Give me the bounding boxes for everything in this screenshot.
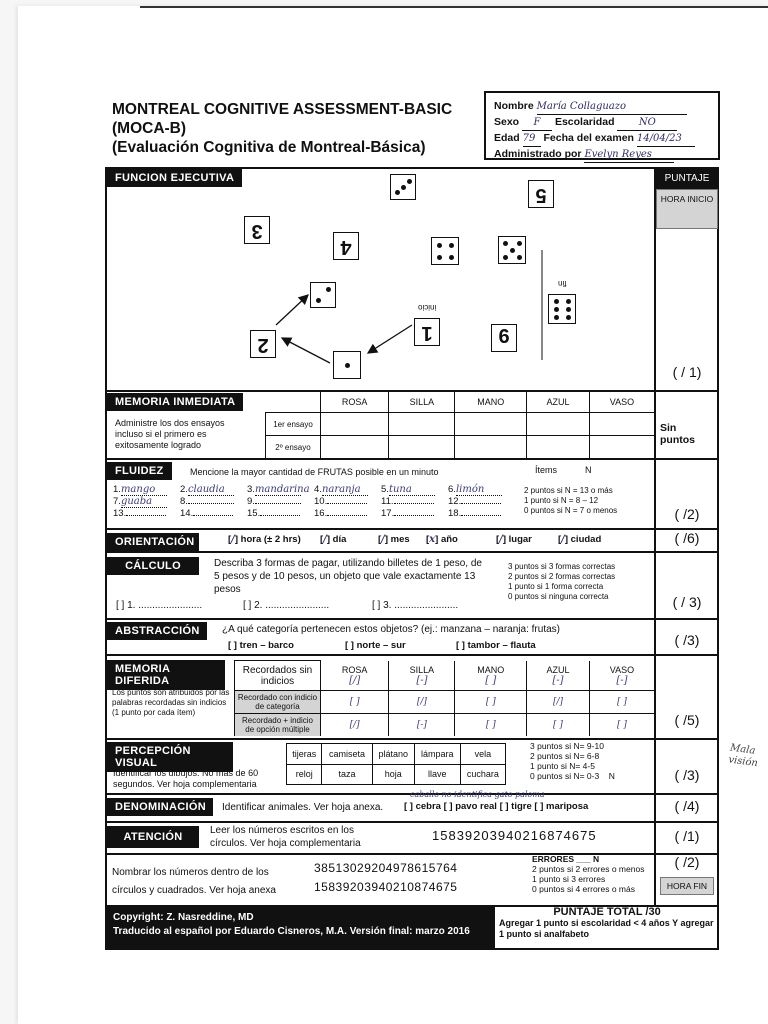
visual-perception-grid [286, 743, 506, 785]
orientation-item: [/] día [320, 534, 347, 545]
die-four [431, 237, 459, 265]
calculation-scoring-1: 3 puntos si 3 formas correctas [508, 562, 616, 571]
fluency-slot [314, 484, 368, 496]
delayed-mark: [/] [349, 674, 361, 686]
delayed-mark: [/] [389, 691, 455, 714]
schooling-value: NO [617, 116, 677, 131]
fluency-slot [113, 484, 167, 496]
fluency-slot-number: 3. [247, 484, 255, 495]
attention2-sequence-2: 15839203940210874675 [314, 880, 458, 894]
orientation-item-label: hora (± 2 hrs) [240, 534, 301, 545]
trial-2-label: 2º ensayo [266, 436, 321, 458]
orientation-item-label: lugar [508, 534, 532, 545]
fluency-answer: mandarina [254, 484, 310, 495]
fluency-items-label: Ítems [535, 465, 558, 475]
orientation-item-label: ciudad [570, 534, 602, 545]
number-box-2: 2 [250, 330, 276, 358]
abstraction-pair-3: [ ] tambor – flauta [456, 640, 536, 651]
die-six [548, 294, 576, 324]
abstraction-pair-1: [ ] tren – barco [228, 640, 294, 651]
naming-handwritten-answers: caballo no identifica gato paloma [410, 790, 545, 799]
picture-platano: plátano [372, 744, 414, 765]
fluency-answer [394, 515, 434, 516]
fluency-answer [327, 503, 367, 504]
immediate-memory-score: Sin puntos [660, 422, 695, 446]
delayed-mark: [/] [527, 691, 590, 714]
fluency-slot-number: 18. [448, 508, 462, 519]
calculation-scoring-4: 0 puntos si ninguna correcta [508, 592, 609, 601]
animal-cebra: [ ] cebra [404, 801, 441, 812]
total-score-label: PUNTAJE TOTAL /30 [553, 906, 661, 918]
orientation-item-label: año [440, 534, 458, 545]
errors-label: ERRORES ___ N [532, 854, 600, 864]
visual-scoring-2: 2 puntos si N= 6-8 [530, 751, 600, 761]
patient-info-box [484, 91, 720, 160]
fluency-answer [394, 503, 434, 504]
visual-perception-scoring [530, 741, 615, 781]
divider-fluency [105, 528, 719, 530]
fluency-answer: limón [456, 484, 502, 496]
delayed-mark: [ ] [589, 714, 654, 736]
attention-sequence: 15839203940216874675 [432, 828, 597, 843]
picture-taza: taza [322, 764, 372, 785]
orientation-label: ORIENTACIÓN [107, 533, 199, 551]
picture-lampara: lámpara [414, 744, 460, 765]
divider-abstraction [105, 654, 719, 656]
title-line-1: MONTREAL COGNITIVE ASSESSMENT-BASIC [112, 101, 453, 118]
animal-pavo-real: [ ] pavo real [443, 801, 497, 812]
fluency-answer [193, 515, 233, 516]
delayed-mark: [-] [416, 674, 428, 686]
fluency-slot [247, 496, 301, 507]
fluency-slot [180, 508, 233, 519]
fluency-instruction: Mencione la mayor cantidad de FRUTAS posible en un minuto [190, 467, 439, 477]
number-box-1: 1 [414, 318, 440, 346]
fluency-slot [381, 484, 435, 496]
administered-value: Evelyn Reyes [584, 148, 674, 163]
delayed-mark: [ ] [589, 691, 654, 714]
calculation-scoring-3: 1 punto si 1 forma correcta [508, 582, 604, 591]
naming-instruction: Identificar animales. Ver hoja anexa. [222, 802, 384, 813]
visual-n-label: N [608, 771, 615, 781]
fluency-slot [113, 508, 166, 519]
delayed-mark: [ ] [321, 691, 389, 714]
footer-total [493, 905, 719, 950]
attention2-score: ( /2) [674, 854, 700, 870]
start-label: inicio [418, 303, 437, 312]
calculation-score: ( / 3) [672, 594, 702, 610]
age-label: Edad [494, 132, 520, 144]
visual-perception-score: ( /3) [674, 767, 700, 783]
visual-perception-label: PERCEPCIÓN VISUAL [107, 742, 233, 772]
fluency-slot-number: 9. [247, 496, 255, 507]
fluency-scoring [524, 486, 617, 516]
trail-arrow-1 [368, 325, 412, 353]
translation-text: Traducido al español por Eduardo Cisneros, M.A. Versión final: marzo 2016 [113, 926, 470, 937]
fluency-slot [314, 508, 367, 519]
delayed-mark: [-] [552, 674, 564, 686]
fluency-slot-number: 12. [448, 496, 462, 507]
fluency-scoring-2: 1 punto si N = 8 – 12 [524, 496, 599, 505]
fluency-score: ( /2) [674, 506, 700, 522]
fluency-slot-number: 11. [381, 496, 394, 507]
fluency-slot [247, 484, 310, 496]
fluency-slot-number: 2. [180, 484, 188, 495]
fluency-slot-number: 13. [113, 508, 127, 519]
picture-hoja: hoja [372, 764, 414, 785]
orientation-item: [/] mes [378, 534, 410, 545]
fluency-answer [461, 515, 501, 516]
margin-note: Mala visión [727, 742, 759, 770]
calculation-answer-2: [ ] 2. ....................... [243, 600, 330, 611]
divider-delayed-memory [105, 738, 719, 740]
visual-scoring-3: 1 punto si N= 4-5 [530, 761, 595, 771]
picture-llave: llave [414, 764, 460, 785]
delayed-rosa [321, 661, 389, 691]
fluency-slot-number: 16. [314, 508, 328, 519]
animal-mariposa: [ ] mariposa [534, 801, 589, 812]
calculation-label: CÁLCULO [107, 557, 199, 575]
calculation-answer-1: [ ] 1. ....................... [116, 600, 203, 611]
attention2-scoring [532, 854, 644, 894]
delayed-mark: [-] [389, 714, 455, 736]
picture-vela: vela [460, 744, 505, 765]
die-five [498, 236, 526, 264]
fluency-slot [381, 496, 434, 507]
fluency-slot [180, 496, 234, 507]
delayed-memory-instructions: Los puntos son atribuidos por las palabras recordadas sin indicios (1 punto por cada ítem) [112, 688, 230, 717]
word-vaso: VASO [589, 391, 654, 413]
naming-score: ( /4) [674, 798, 700, 814]
attention2-sequence-1: 38513029204978615764 [314, 861, 458, 875]
fluency-answer: tuna [389, 484, 435, 496]
trail-diagram [220, 170, 650, 390]
exam-date-label: Fecha del examen [543, 132, 634, 144]
total-score-note: Agregar 1 punto si escolaridad < 4 años Y agregar 1 punto si analfabeto [499, 918, 714, 939]
footer-copyright [105, 905, 493, 950]
abstraction-question: ¿A qué categoría pertenecen estos objetos? (ej.: manzana – naranja: frutas) [222, 624, 560, 635]
fluency-slot-number: 10. [314, 496, 328, 507]
fluency-slot-number: 4. [314, 484, 322, 495]
attention2-scoring-2: 1 punto si 3 errores [532, 874, 606, 884]
fluency-answer: claudia [188, 484, 234, 496]
row-label-no-cue: Recordados sin indicios [235, 661, 321, 691]
animal-tigre: [ ] tigre [499, 801, 532, 812]
delayed-word-vaso: VASO [609, 664, 635, 675]
orientation-item-label: mes [390, 534, 410, 545]
end-time-box: HORA FIN [660, 877, 714, 895]
trial-1-label: 1er ensayo [266, 413, 321, 436]
trail-arrow-3 [276, 295, 308, 325]
fluency-slot-number: 5. [381, 484, 389, 495]
age-value: 79 [523, 132, 541, 147]
orientation-item: [x] año [426, 534, 458, 545]
document-title [112, 100, 452, 157]
fluency-slot [113, 496, 167, 508]
divider-calculation [105, 618, 719, 620]
schooling-label: Escolaridad [554, 116, 615, 128]
picture-reloj: reloj [287, 764, 322, 785]
divider-orientation [105, 551, 719, 553]
fluency-slot-number: 15. [247, 508, 261, 519]
copyright-text: Copyright: Z. Nasreddine, MD [113, 912, 254, 923]
fluency-slot [381, 508, 434, 519]
fluency-scoring-3: 0 puntos si N = 7 o menos [524, 506, 618, 515]
die-one [333, 351, 361, 379]
calculation-scoring-2: 2 puntos si 2 formas correctas [508, 572, 616, 581]
naming-animals [404, 801, 588, 813]
row-label-multiple-choice: Recordado + indicio de opción múltiple [235, 714, 321, 736]
start-time-box: HORA INICIO [656, 189, 718, 229]
delayed-mark: [ ] [485, 674, 497, 686]
attention2-scoring-1: 2 puntos si 2 errores o menos [532, 864, 645, 874]
abstraction-pair-2: [ ] norte – sur [345, 640, 406, 651]
orientation-mark: / [561, 534, 565, 545]
visual-perception-instruction: Identificar los dibujos. No más de 60 segundos. Ver hoja complementaria [113, 768, 259, 789]
delayed-mark: [-] [616, 674, 628, 686]
immediate-memory-instructions: Administre los dos ensayos incluso si el primero es exitosamente logrado [115, 418, 225, 450]
visual-scoring-1: 3 puntos si N= 9-10 [530, 741, 604, 751]
orientation-mark: / [231, 534, 235, 545]
number-box-6: 6 [491, 324, 517, 352]
score-header: PUNTAJE [656, 169, 718, 189]
exam-date-value: 14/04/23 [637, 132, 695, 147]
fluency-answer [327, 515, 367, 516]
fluency-answer [126, 515, 166, 516]
fluency-answer [188, 503, 234, 504]
title-line-3: (Evaluación Cognitiva de Montreal-Básica) [112, 139, 426, 156]
delayed-memory-label: MEMORIA DIFERIDA [107, 660, 225, 690]
title-line-2: (MOCA-B) [112, 120, 187, 137]
fluency-scoring-1: 2 puntos si N = 13 o más [524, 486, 613, 495]
trail-arrow-2 [282, 338, 330, 363]
delayed-memory-score: ( /5) [674, 712, 700, 728]
fluency-answer: naranja [322, 484, 368, 496]
orientation-mark: / [323, 534, 327, 545]
naming-label: DENOMINACIÓN [107, 798, 213, 816]
orientation-item: [/] ciudad [558, 534, 602, 545]
abstraction-score: ( /3) [674, 632, 700, 648]
administered-label: Administrado por [494, 148, 582, 160]
picture-tijeras: tijeras [287, 744, 322, 765]
delayed-word-silla: SILLA [409, 664, 435, 675]
delayed-mark: [ ] [527, 714, 590, 736]
end-label: fin [558, 279, 567, 288]
immediate-memory-label: MEMORIA INMEDIATA [107, 393, 243, 411]
top-edge-line [140, 6, 768, 8]
number-box-3: 3 [244, 216, 270, 244]
orientation-mark: x [429, 534, 436, 545]
calculation-instruction: Describa 3 formas de pagar, utilizando billetes de 1 peso, de 5 pesos y de 10 pesos, un objeto que vale exactamente 13 pesos [214, 558, 482, 595]
attention2-scoring-3: 0 puntos si 4 errores o más [532, 884, 635, 894]
delayed-silla [389, 661, 455, 691]
executive-label: FUNCION EJECUTIVA [107, 169, 242, 187]
abstraction-label: ABSTRACCIÓN [107, 622, 207, 640]
divider-naming [105, 821, 719, 823]
fluency-slot [180, 484, 234, 496]
orientation-score: ( /6) [674, 530, 700, 546]
calculation-answer-3: [ ] 3. ....................... [372, 600, 459, 611]
orientation-mark: / [381, 534, 385, 545]
fluency-slot-number: 17. [381, 508, 395, 519]
fluency-answer [461, 503, 501, 504]
fluency-slot [448, 496, 501, 507]
orientation-mark: / [499, 534, 503, 545]
orientation-item-label: día [332, 534, 347, 545]
word-rosa: ROSA [321, 391, 389, 413]
fluency-slot-number: 6. [448, 484, 456, 495]
divider-memory [105, 458, 719, 460]
fluency-slot [247, 508, 300, 519]
attention-score: ( /1) [674, 828, 700, 844]
number-box-4: 4 [333, 232, 359, 260]
fluency-n-label: N [585, 465, 592, 475]
die-three [390, 174, 416, 200]
fluency-label: FLUIDEZ [107, 462, 172, 480]
word-azul: AZUL [527, 391, 590, 413]
delayed-memory-grid [234, 660, 654, 736]
sex-label: Sexo [494, 116, 520, 128]
executive-score: ( / 1) [672, 364, 702, 380]
fluency-slot [448, 508, 501, 519]
visual-scoring-4: 0 puntos si N= 0-3 [530, 771, 600, 781]
delayed-mano [455, 661, 527, 691]
orientation-item: [/] hora (± 2 hrs) [228, 534, 301, 545]
orientation-item: [/] lugar [496, 534, 532, 545]
word-mano: MANO [455, 391, 527, 413]
delayed-word-rosa: ROSA [341, 664, 368, 675]
picture-cuchara: cuchara [460, 764, 505, 785]
fluency-answer [260, 515, 300, 516]
name-value: María Collaguazo [537, 100, 687, 115]
number-box-5: 5 [528, 180, 554, 208]
fluency-slot-number: 14. [180, 508, 194, 519]
attention-instruction: Leer los números escritos en los círculos. Ver hoja complementaria [210, 825, 361, 849]
delayed-mark: [/] [321, 714, 389, 736]
row-label-category-cue: Recordado con indicio de categoría [235, 691, 321, 714]
calculation-scoring [508, 562, 615, 602]
sex-value: F [522, 116, 552, 131]
delayed-word-azul: AZUL [546, 664, 570, 675]
die-two [310, 282, 336, 308]
immediate-memory-grid [265, 390, 654, 458]
delayed-mark: [ ] [455, 691, 527, 714]
fluency-slot-number: 7. [113, 496, 121, 507]
word-silla: SILLA [389, 391, 455, 413]
delayed-azul [527, 661, 590, 691]
fluency-answer: mango [121, 484, 167, 496]
delayed-mark: [ ] [455, 714, 527, 736]
delayed-word-mano: MANO [477, 664, 505, 675]
fluency-answer [255, 503, 301, 504]
attention2-instruction: Nombrar los números dentro de los círculos y cuadrados. Ver hoja anexa [112, 867, 276, 896]
name-label: Nombre [494, 100, 534, 112]
fluency-slot-number: 1. [113, 484, 121, 495]
fluency-slot [314, 496, 367, 507]
fluency-slot [448, 484, 502, 496]
fluency-answer: guaba [121, 496, 167, 508]
delayed-vaso [589, 661, 654, 691]
fluency-slot-number: 8. [180, 496, 188, 507]
picture-camiseta: camiseta [322, 744, 372, 765]
attention-label: ATENCIÓN [107, 826, 199, 848]
